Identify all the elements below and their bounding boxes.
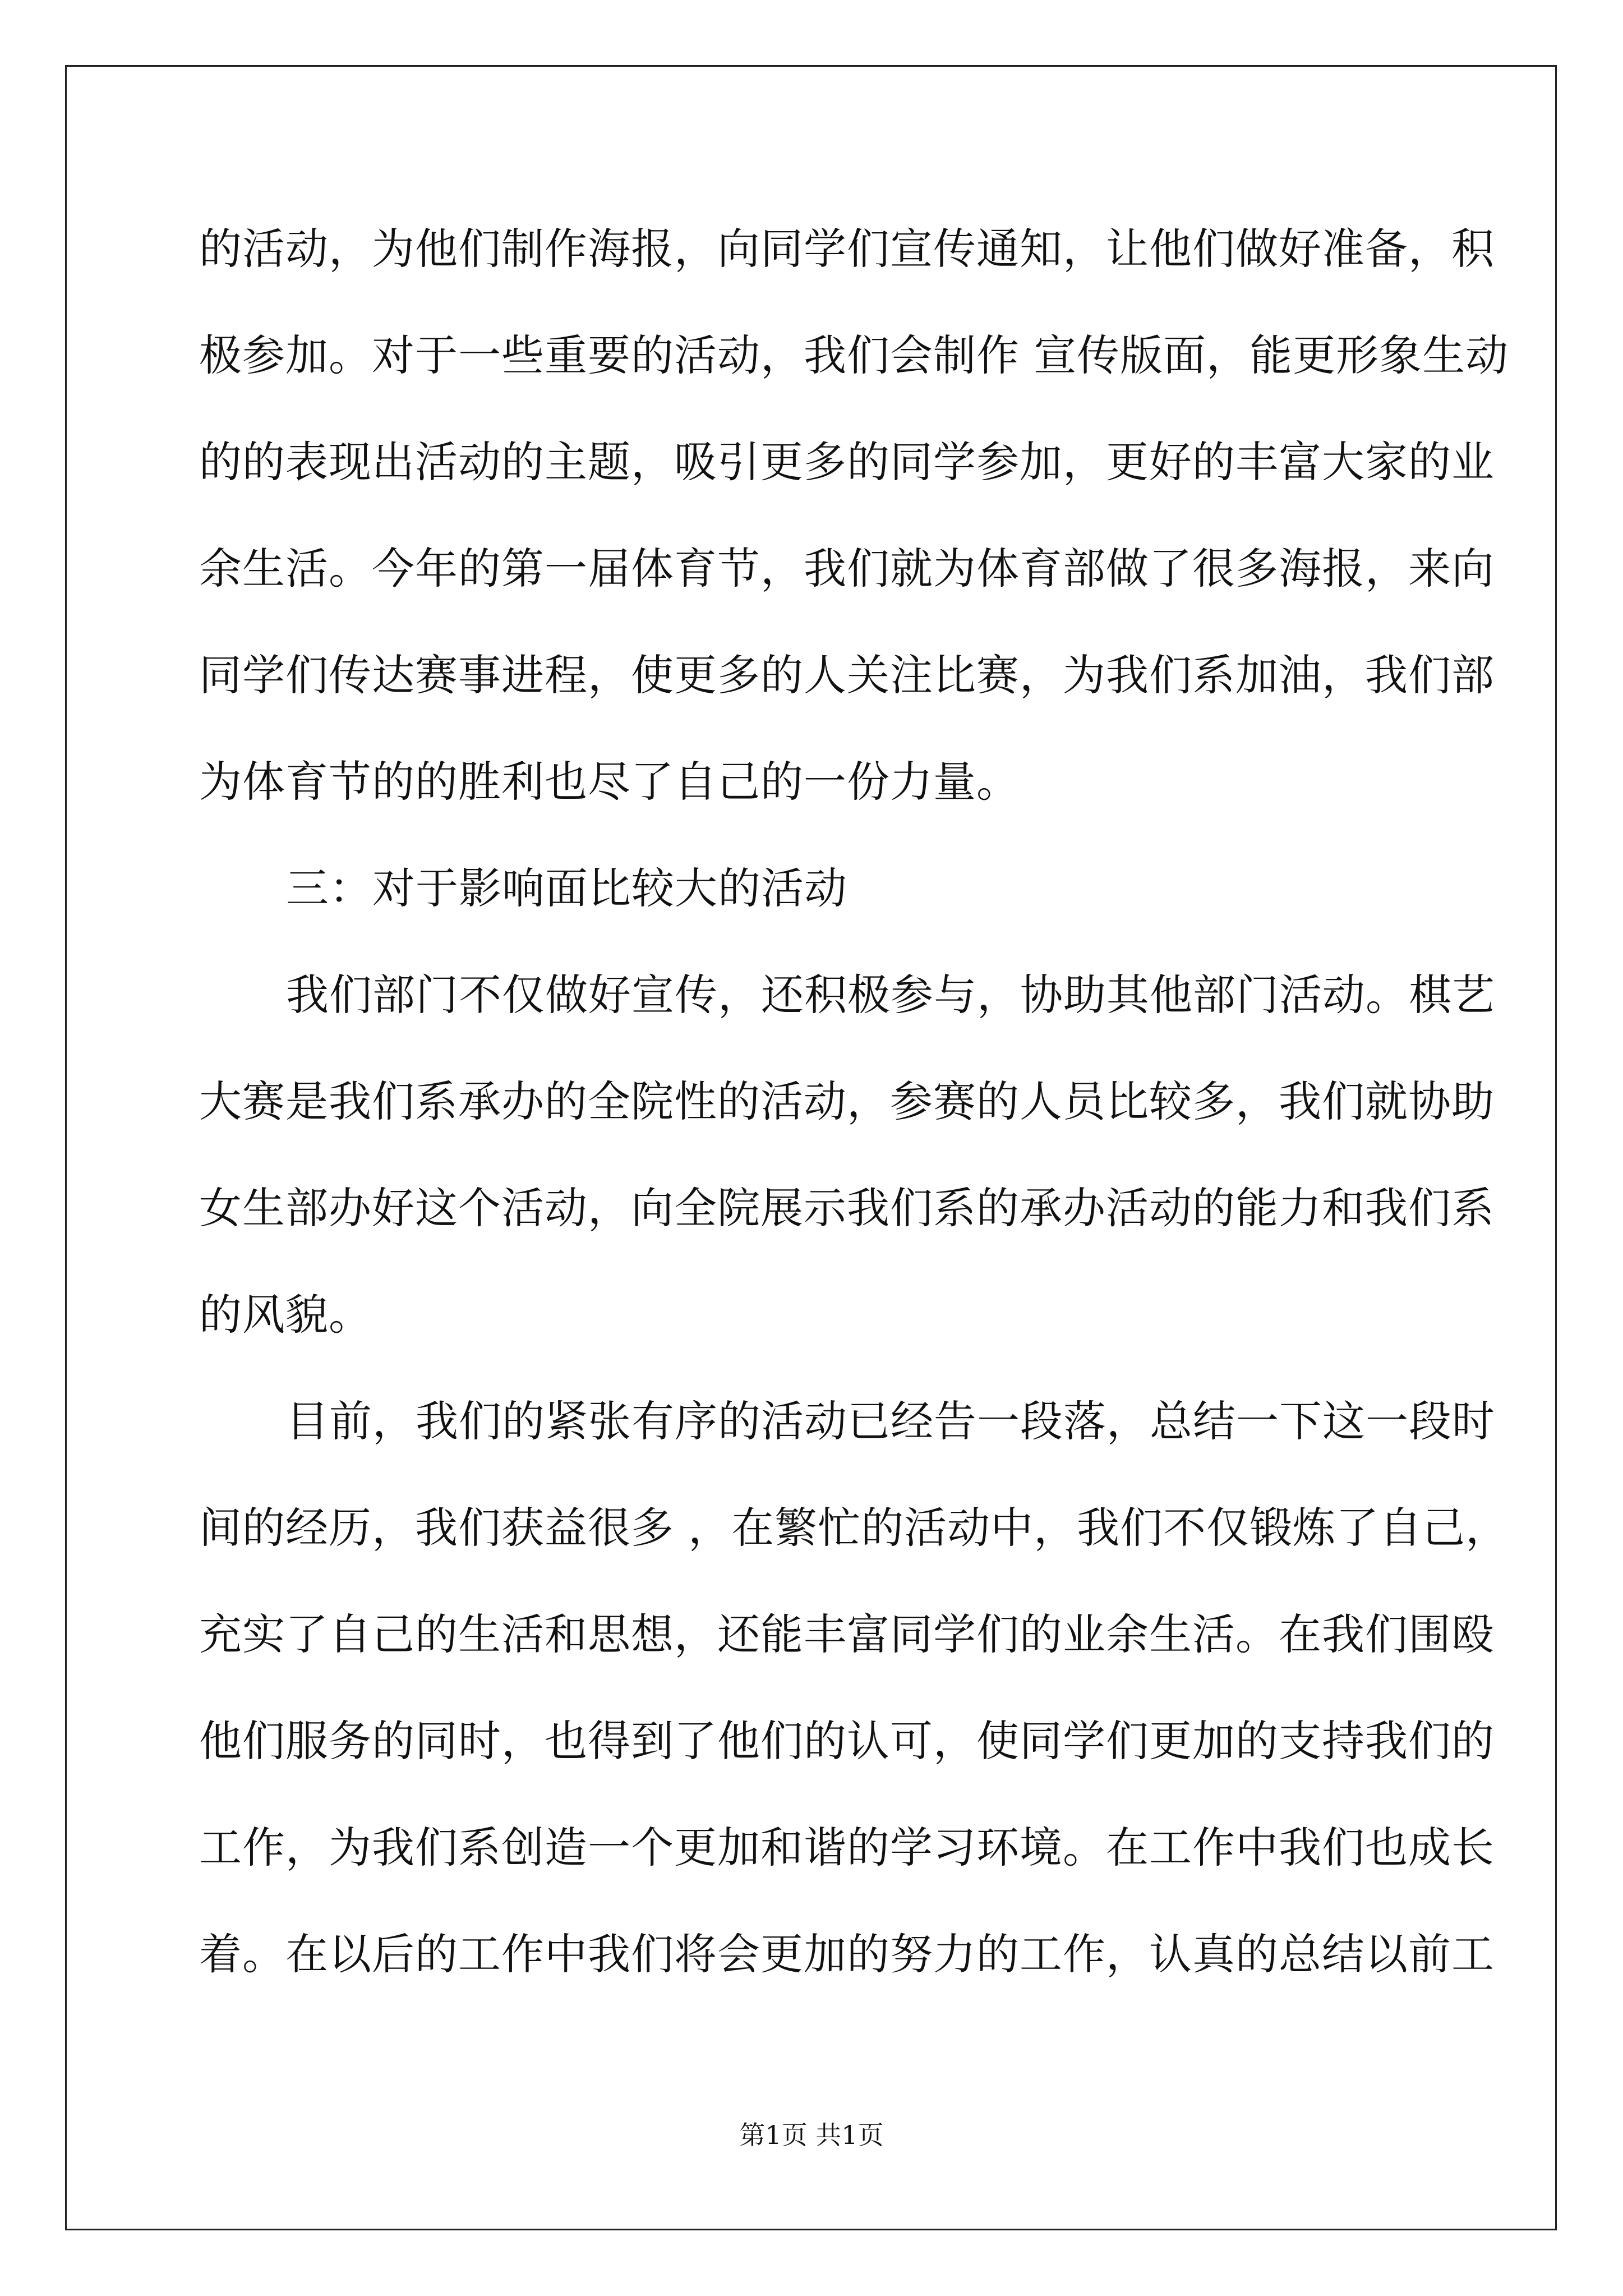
text-line: 极参加。对于一些重要的活动，我们会制作 宣传版面，能更形象生动 bbox=[199, 330, 1509, 380]
text-line: 余生活。今年的第一届体育节，我们就为体育部做了很多海报，来向 bbox=[199, 544, 1495, 593]
text-line: 他们服务的同时，也得到了他们的认可，使同学们更加的支持我们的 bbox=[199, 1716, 1495, 1766]
text-line: 充实了自己的生活和思想，还能丰富同学们的业余生活。在我们围殴 bbox=[199, 1609, 1495, 1659]
page-footer: 第1页 共1页 bbox=[739, 2120, 884, 2150]
text-line: 间的经历，我们获益很多 ，在繁忙的活动中，我们不仅锻炼了自己， bbox=[199, 1503, 1509, 1553]
text-line: 为体育节的的胜利也尽了自己的一份力量。 bbox=[199, 757, 1020, 807]
text-line: 女生部办好这个活动，向全院展示我们系的承办活动的能力和我们系 bbox=[199, 1183, 1495, 1233]
text-line: 的活动，为他们制作海报，向同学们宣传通知，让他们做好准备，积 bbox=[199, 224, 1495, 274]
text-line: 大赛是我们系承办的全院性的活动，参赛的人员比较多，我们就协助 bbox=[199, 1076, 1495, 1126]
text-line: 工作，为我们系创造一个更加和谐的学习环境。在工作中我们也成长 bbox=[199, 1823, 1495, 1872]
page-border bbox=[65, 65, 1557, 2230]
text-line: 的风貌。 bbox=[199, 1290, 372, 1340]
text-line: 我们部门不仅做好宣传，还积极参与，协助其他部门活动。棋艺 bbox=[286, 970, 1495, 1020]
text-line: 同学们传达赛事进程，使更多的人关注比赛，为我们系加油，我们部 bbox=[199, 650, 1495, 700]
section-heading: 三：对于影响面比较大的活动 bbox=[286, 863, 847, 913]
text-line: 着。在以后的工作中我们将会更加的努力的工作，认真的总结以前工 bbox=[199, 1929, 1495, 1979]
text-line: 的的表现出活动的主题，吸引更多的同学参加，更好的丰富大家的业 bbox=[199, 437, 1495, 487]
text-line: 目前，我们的紧张有序的活动已经告一段落，总结一下这一段时 bbox=[286, 1396, 1495, 1446]
